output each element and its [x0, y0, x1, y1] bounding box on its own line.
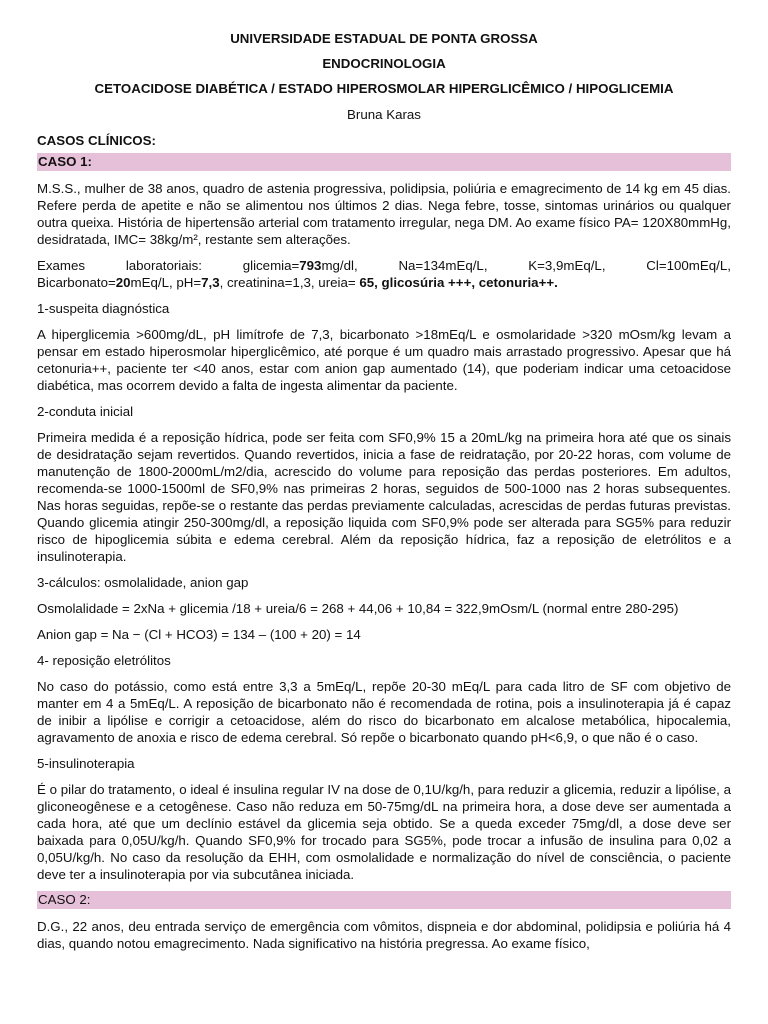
- question-3-title: 3-cálculos: osmolalidade, anion gap: [37, 575, 249, 590]
- labs-line-2: Bicarbonato=20mEq/L, pH=7,3, creatinina=1,3, ureia= 65, glicosúria +++, cetonuria++.: [37, 275, 558, 290]
- document-page: [37, 30, 731, 952]
- author-name: Bruna Karas: [347, 107, 421, 122]
- case-2-heading: CASO 2:: [37, 891, 731, 909]
- department-title: ENDOCRINOLOGIA: [322, 56, 446, 71]
- labs-glicemia: glicemia=793mg/dl,: [242, 258, 358, 273]
- case-1-heading: CASO 1:: [37, 153, 731, 171]
- question-1-answer: A hiperglicemia >600mg/dL, pH limítrofe de 7,3, bicarbonato >18mEq/L e osmolaridade >320 mOsm/kg levam a pensar em estado hiperosmolar hiperglicêmico, até porque é um quadro mais arrastado progressivo. Apesar que há cetonuria++, paciente ter <40 anos, estar com anion gap aumentado (14), que poderiam indicar uma cetoacidose diabética, mas ocorrem devido a falta de ingesta alimentar da paciente.: [37, 327, 731, 393]
- labs-word: laboratoriais:: [125, 258, 202, 273]
- labs-line-1: [37, 257, 731, 274]
- question-1-title: 1-suspeita diagnóstica: [37, 301, 170, 316]
- question-5-answer: É o pilar do tratamento, o ideal é insulina regular IV na dose de 0,1U/kg/h, para reduzir a glicemia, reduzir a lipólise, a gliconeogênese e a cetogênese. Caso não reduza em 50-75mg/dL na primeira hora, a dose deve ser aumentada a cada hora, até que um declínio estável da glicemia seja obtido. Se a queda exceder 75mg/dl, a dose deve ser baixada para 0,05U/kg/h. Quando SF0,9% for trocado para SG5%, pode trocar a infusão de insulina para 0,02 a 0,05U/kg/h. No caso da resolução da EHH, com osmolalidade e normalização do nível de consciência, o paciente deve ter a insulinoterapia por via subcutânea iniciada.: [37, 782, 731, 882]
- labs-word: Exames: [37, 258, 86, 273]
- case-1-labs: [37, 257, 731, 291]
- question-4-answer: No caso do potássio, como está entre 3,3 a 5mEq/L, repõe 20-30 mEq/L para cada litro de SF com objetivo de manter em 4 a 5mEq/L. A reposição de bicarbonato não é recomendada de rotina, pois a insulinoterapia já é capaz de inibir a lipólise e corrigir a cetoacidose, além do risco do bicarbonato em alcalose metabólica, hipocalemia, agravamento de anoxia e risco de edema cerebral. Só repõe o bicarbonato quando pH<6,9, o que não é o caso.: [37, 679, 731, 745]
- labs-cl: Cl=100mEq/L,: [646, 258, 731, 273]
- case-1-presentation: M.S.S., mulher de 38 anos, quadro de astenia progressiva, polidipsia, poliúria e emagrecimento de 14 kg em 45 dias. Refere perda de apetite e não se alimentou nos últimos 2 dias. Nega febre, tosse, sintomas urinários ou qualquer outra queixa. História de hipertensão arterial com tratamento irregular, nega DM. Ao exame físico PA= 120X80mmHg, desidratada, IMC= 38kg/m², restante sem alterações.: [37, 181, 731, 247]
- question-2-answer: Primeira medida é a reposição hídrica, pode ser feita com SF0,9% 15 a 20mL/kg na primeira hora até que os sinais de desidratação sejam revertidos. Quando revertidos, inicia a fase de reidratação, por 20-22 horas, com volume de manutenção de 1800-2000mL/m2/dia, acrescido do volume para reposição das perdas posteriores. Em adultos, recomenda-se 1000-1500ml de SF0,9% nas primeiras 2 horas, seguidos de 500-1000 nas 2 horas subsequentes. Nas horas seguidas, repõe-se o restante das perdas previamente calculadas, acrescidas de perdas futuras previstas. Quando glicemia atingir 250-300mg/dl, a reposição liquida com SF0,9% pode ser alterada para SG5% para reduzir risco de hipoglicemia súbita e edema cerebral. Além da reposição hídrica, faz a reposição de eletrólitos e a insulinoterapia.: [37, 430, 731, 564]
- labs-na: Na=134mEq/L,: [398, 258, 488, 273]
- question-2-title: 2-conduta inicial: [37, 404, 134, 419]
- section-title: CASOS CLÍNICOS:: [37, 133, 156, 148]
- case-2-presentation: D.G., 22 anos, deu entrada serviço de emergência com vômitos, dispneia e dor abdominal, polidipsia e poliúria há 4 dias, quando notou emagrecimento. Nada significativo na história pregressa. Ao exame físico,: [37, 919, 731, 951]
- anion-gap-calculation: Anion gap = Na − (Cl + HCO3) = 134 – (100 + 20) = 14: [37, 627, 361, 642]
- university-title: UNIVERSIDADE ESTADUAL DE PONTA GROSSA: [230, 31, 538, 46]
- labs-k: K=3,9mEq/L,: [528, 258, 606, 273]
- question-5-title: 5-insulinoterapia: [37, 756, 135, 771]
- topic-title: CETOACIDOSE DIABÉTICA / ESTADO HIPEROSMOLAR HIPERGLICÊMICO / HIPOGLICEMIA: [94, 81, 674, 96]
- osmolality-calculation: Osmolalidade = 2xNa + glicemia /18 + ureia/6 = 268 + 44,06 + 10,84 = 322,9mOsm/L (normal entre 280-295): [37, 601, 679, 616]
- question-4-title: 4- reposição eletrólitos: [37, 653, 171, 668]
